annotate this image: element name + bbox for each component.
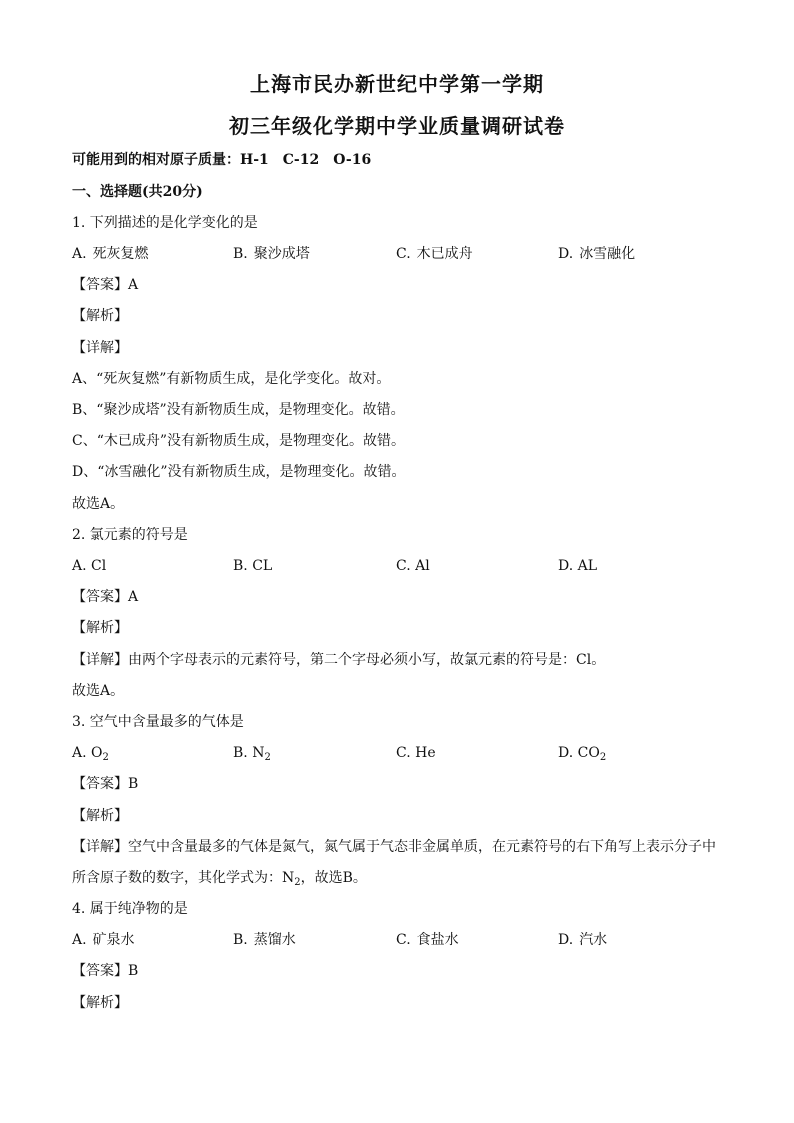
option-label: C. (396, 745, 411, 761)
detail-text-b: ，故选B。 (300, 870, 367, 886)
detail-text-a: 所含原子数的数字，其化学式为：N (72, 870, 295, 886)
q2-conclusion: 故选A。 (72, 683, 125, 699)
answer-value: B (128, 776, 139, 792)
q1-option-d (558, 244, 635, 264)
option-label: C. (396, 558, 411, 574)
q2-option-d (558, 556, 597, 576)
option-text: 食盐水 (416, 932, 459, 948)
q3-answer (72, 774, 138, 794)
q3-detail-line1 (72, 837, 716, 857)
q1-option-c (396, 244, 473, 264)
q1-detail-c: C、“木已成舟”没有新物质生成，是物理变化。故错。 (72, 433, 406, 449)
option-label: B. (233, 558, 248, 574)
question-3-stem: 3. 空气中含量最多的气体是 (72, 714, 244, 730)
q1-option-b (233, 244, 310, 264)
option-text: N (252, 745, 265, 761)
option-text: 冰雪融化 (579, 246, 636, 262)
answer-label: 【答案】 (72, 589, 128, 605)
q1-analysis-label: 【解析】 (72, 308, 128, 324)
q3-option-c (396, 743, 436, 763)
answer-label: 【答案】 (72, 776, 128, 792)
q1-answer (72, 275, 138, 295)
q4-option-c (396, 930, 459, 950)
q2-option-b (233, 556, 272, 576)
q3-option-a (72, 743, 109, 763)
section-heading: 一、选择题(共20分) (72, 184, 203, 200)
detail-label: 【详解】 (72, 839, 128, 855)
atomic-masses: 可能用到的相对原子质量：H-1 C-12 O-16 (72, 152, 372, 168)
option-label: A. (72, 246, 87, 262)
q1-option-a (72, 244, 149, 264)
option-text: Al (415, 558, 430, 574)
question-1-stem: 1. 下列描述的是化学变化的是 (72, 215, 258, 231)
answer-value: A (128, 589, 139, 605)
option-label: C. (396, 246, 411, 262)
q1-detail-label: 【详解】 (72, 340, 128, 356)
q1-detail-d: D、“冰雪融化”没有新物质生成，是物理变化。故错。 (72, 464, 406, 480)
page-title-line1: 上海市民办新世纪中学第一学期 (250, 72, 544, 96)
option-text: 汽水 (579, 932, 608, 948)
detail-text: 由两个字母表示的元素符号，第二个字母必须小写，故氯元素的符号是：Cl。 (128, 652, 606, 668)
option-label: A. (72, 932, 87, 948)
q1-detail-a: A、“死灰复燃”有新物质生成，是化学变化。故对。 (72, 371, 391, 387)
option-label: D. (558, 246, 574, 262)
q2-option-a (72, 556, 106, 576)
option-text: O (91, 745, 103, 761)
q2-analysis-label: 【解析】 (72, 620, 128, 636)
option-label: B. (233, 932, 248, 948)
option-label: D. (558, 745, 574, 761)
option-text: CL (252, 558, 273, 574)
answer-value: B (128, 963, 139, 979)
question-2-stem: 2. 氯元素的符号是 (72, 527, 188, 543)
q3-analysis-label: 【解析】 (72, 808, 128, 824)
q3-option-b (233, 743, 271, 763)
q4-option-a (72, 930, 135, 950)
detail-label: 【详解】 (72, 652, 128, 668)
q1-conclusion: 故选A。 (72, 496, 125, 512)
page-title-line2: 初三年级化学期中学业质量调研试卷 (229, 114, 565, 138)
answer-label: 【答案】 (72, 277, 128, 293)
q3-option-d (558, 743, 606, 763)
answer-label: 【答案】 (72, 963, 128, 979)
q4-analysis-label: 【解析】 (72, 995, 128, 1011)
option-label: A. (72, 558, 87, 574)
answer-value: A (128, 277, 139, 293)
option-text: AL (577, 558, 598, 574)
q4-option-d (558, 930, 607, 950)
q2-option-c (396, 556, 430, 576)
q3-detail-line2 (72, 868, 367, 888)
option-label: C. (396, 932, 411, 948)
option-label: B. (233, 745, 248, 761)
question-4-stem: 4. 属于纯净物的是 (72, 901, 188, 917)
option-label: B. (233, 246, 248, 262)
option-text: 死灰复燃 (92, 246, 149, 262)
q2-detail (72, 650, 605, 670)
option-text: Cl (91, 558, 107, 574)
option-label: D. (558, 932, 574, 948)
option-label: D. (558, 558, 574, 574)
option-text: CO (577, 745, 600, 761)
option-subscript: 2 (599, 752, 607, 763)
option-label: A. (72, 745, 87, 761)
option-subscript: 2 (102, 752, 109, 763)
option-text: 聚沙成塔 (253, 246, 310, 262)
q2-answer (72, 587, 138, 607)
q4-answer (72, 961, 138, 981)
option-text: 矿泉水 (92, 932, 135, 948)
q1-detail-b: B、“聚沙成塔”没有新物质生成，是物理变化。故错。 (72, 402, 405, 418)
option-text: 木已成舟 (416, 246, 473, 262)
option-text: 蒸馏水 (253, 932, 296, 948)
detail-text: 空气中含量最多的气体是氮气，氮气属于气态非金属单质，在元素符号的右下角写上表示分子中 (128, 839, 716, 855)
detail-subscript: 2 (294, 877, 301, 888)
q4-option-b (233, 930, 296, 950)
option-subscript: 2 (264, 752, 271, 763)
option-text: He (415, 745, 436, 761)
